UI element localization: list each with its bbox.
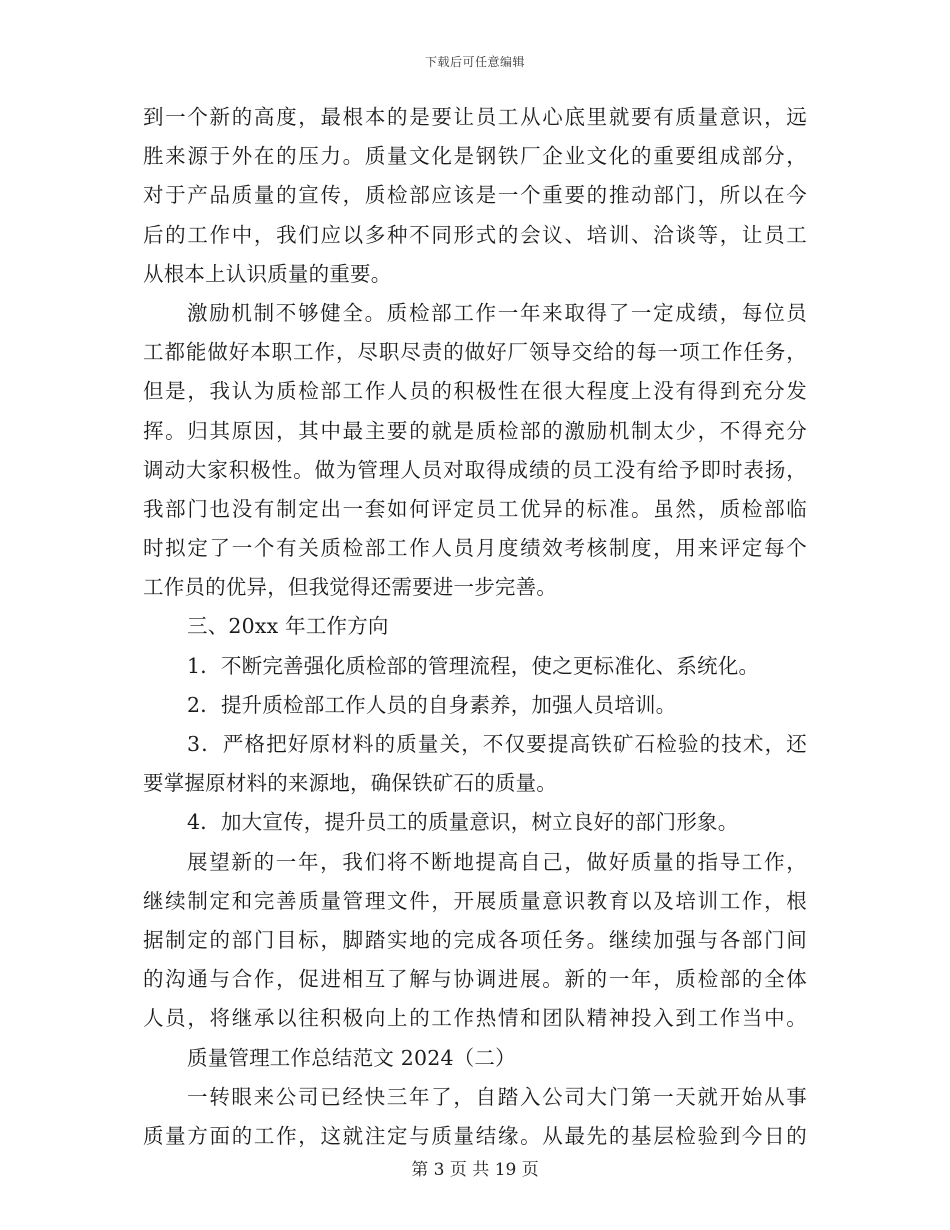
text-line: 三、20xx 年工作方向 [187, 614, 389, 639]
text-line: 我部门也没有制定出一套如何评定员工优异的标准。虽然，质检部临 [143, 496, 807, 521]
text-line: 一转眼来公司已经快三年了，自踏入公司大门第一天就开始从事 [187, 1084, 807, 1109]
text-line: 到一个新的高度，最根本的是要让员工从心底里就要有质量意识，远 [143, 105, 807, 129]
text-line: 后的工作中，我们应以多种不同形式的会议、培训、洽谈等，让员工 [143, 222, 807, 247]
text-line: 人员，将继承以往积极向上的工作热情和团队精神投入到工作当中。 [143, 1006, 807, 1031]
text-line: 质量方面的工作，这就注定与质量结缘。从最先的基层检验到今日的 [143, 1123, 807, 1148]
text-line: 展望新的一年，我们将不断地提高自己，做好质量的指导工作， [187, 849, 807, 874]
text-line: 据制定的部门目标，脚踏实地的完成各项任务。继续加强与各部门间 [143, 927, 807, 952]
page-header: 下载后可任意编辑 [424, 55, 525, 69]
text-line: 从根本上认识质量的重要。 [143, 261, 392, 286]
text-line: 工作员的优异，但我觉得还需要进一步完善。 [143, 575, 557, 600]
text-line: 挥。归其原因，其中最主要的就是质检部的激励机制太少，不得充分 [143, 418, 807, 443]
text-line: 要掌握原材料的来源地，确保铁矿石的质量。 [143, 771, 557, 796]
text-line: 4．加大宣传，提升员工的质量意识，树立良好的部门形象。 [187, 810, 739, 835]
text-line: 的沟通与合作，促进相互了解与协调进展。新的一年，质检部的全体 [143, 967, 807, 992]
text-line: 1．不断完善强化质检部的管理流程，使之更标准化、系统化。 [187, 653, 760, 678]
document-body [143, 98, 807, 1156]
text-line: 3．严格把好原材料的质量关，不仅要提高铁矿石检验的技术，还 [187, 732, 807, 756]
text-line: 工都能做好本职工作，尽职尽责的做好厂领导交给的每一项工作任务， [143, 340, 807, 365]
text-line: 对于产品质量的宣传，质检部应该是一个重要的推动部门，所以在今 [143, 183, 807, 208]
text-line: 但是，我认为质检部工作人员的积极性在很大程度上没有得到充分发 [143, 379, 807, 404]
text-line: 激励机制不够健全。质检部工作一年来取得了一定成绩，每位员 [187, 300, 807, 325]
page-number-footer: 第 3 页 共 19 页 [411, 1160, 539, 1180]
text-line: 2．提升质检部工作人员的自身素养，加强人员培训。 [187, 692, 677, 717]
text-line: 继续制定和完善质量管理文件，开展质量意识教育以及培训工作，根 [143, 888, 807, 913]
text-line: 调动大家积极性。做为管理人员对取得成绩的员工没有给予即时表扬， [143, 457, 807, 482]
text-line: 质量管理工作总结范文 2024（二） [187, 1045, 516, 1070]
text-line: 时拟定了一个有关质检部工作人员月度绩效考核制度，用来评定每个 [143, 536, 807, 561]
text-line: 胜来源于外在的压力。质量文化是钢铁厂企业文化的重要组成部分， [143, 144, 807, 169]
